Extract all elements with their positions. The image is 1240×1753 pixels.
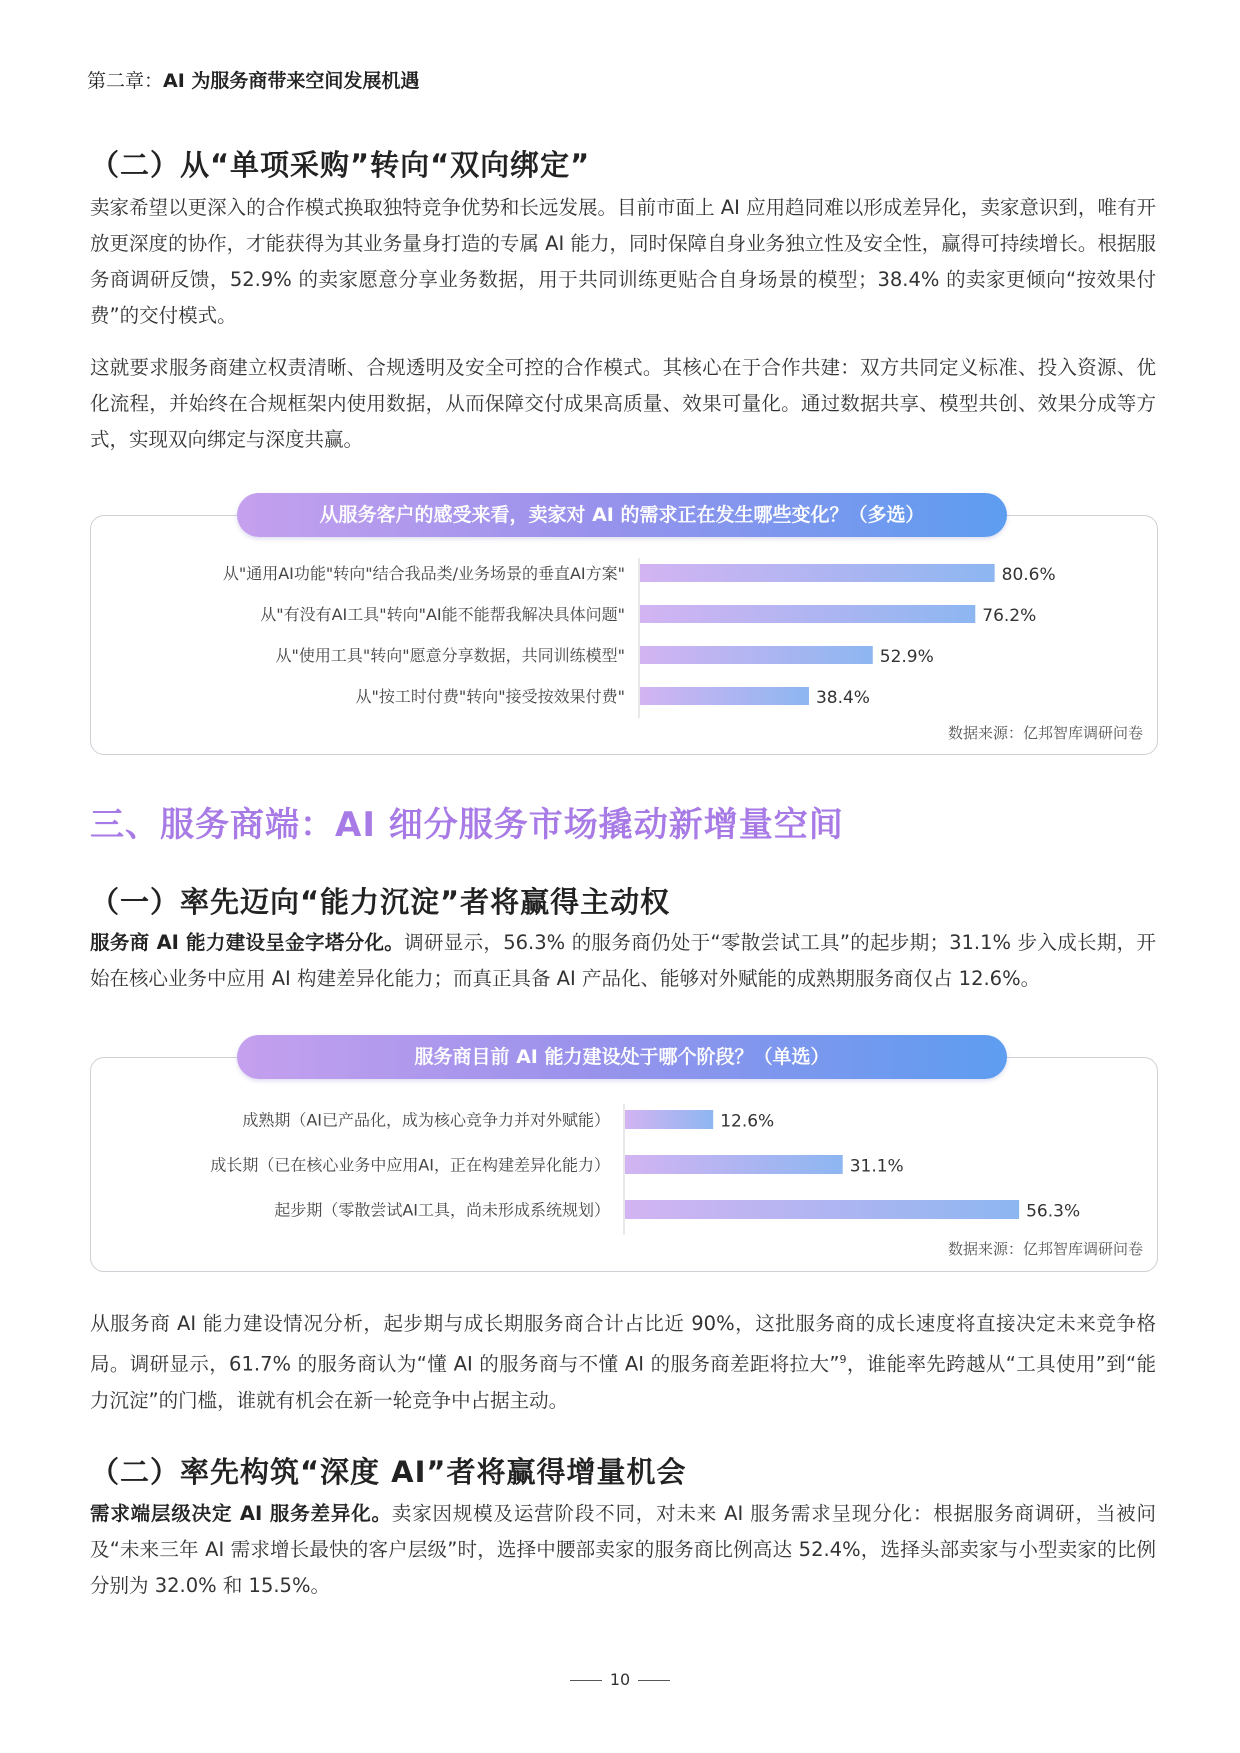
category-label: 成长期（已在核心业务中应用AI，正在构建差异化能力） (210, 1155, 610, 1175)
value-label: 38.4% (815, 688, 870, 708)
paragraph-body: 卖家因规模及运营阶段不同，对未来 AI 服务需求呈现分化：根据服务商调研，当被问及“未来三年 AI 需求增长最快的客户层级”时，选择中腰部卖家的服务商比例高达 52.4%，选择头部卖家与小型卖家的比例分别为 32.0% 和 15.5%。 (90, 1502, 1156, 1597)
footnote-marker: 9 (839, 1353, 847, 1366)
chapter-heading: 三、服务商端：AI 细分服务市场撬动新增量空间 (90, 805, 844, 845)
chart-title: 从服务客户的感受来看，卖家对 AI 的需求正在发生哪些变化？（多选） (237, 493, 1007, 537)
paragraph-body: ，谁能率先跨越从“工具使用”到“能力沉淀”的门槛，谁就有机会在新一轮竞争中占据主动。 (90, 1352, 1157, 1412)
paragraph-body: 调研显示，56.3% 的服务商仍处于“零散尝试工具”的起步期；31.1% 步入成长期，开始在核心业务中应用 AI 构建差异化能力；而真正具备 AI 产品化、能够对外赋能的成熟期服务商仅占 12.6%。 (90, 931, 1156, 990)
bar (640, 687, 809, 705)
bar (640, 646, 873, 664)
page-footer (0, 1670, 1240, 1689)
value-label: 52.9% (879, 647, 934, 667)
category-label: 起步期（零散尝试AI工具，尚未形成系统规划） (274, 1200, 610, 1220)
section-heading: （二）从“单项采购”转向“双向绑定” (90, 148, 591, 182)
value-label: 56.3% (1026, 1201, 1081, 1222)
footer-rule (638, 1680, 670, 1681)
bar (625, 1155, 843, 1174)
category-label: 从"通用AI功能"转向"结合我品类/业务场景的垂直AI方案" (222, 564, 625, 583)
category-label: 从"使用工具"转向"愿意分享数据，共同训练模型" (275, 646, 625, 665)
running-header (87, 66, 419, 93)
value-label: 80.6% (1001, 565, 1056, 585)
bar (640, 605, 975, 623)
paragraph-body: 从服务商 AI 能力建设情况分析，起步期与成长期服务商合计占比近 90%，这批服务商的成长速度将直接决定未来竞争格局。调研显示，61.7% 的服务商认为“懂 AI 的服务商与不懂 AI 的服务商差距将拉大” (90, 1312, 1156, 1376)
page-number: 10 (609, 1670, 631, 1689)
bar (625, 1110, 713, 1129)
paragraph (90, 1496, 1156, 1604)
paragraph: 这就要求服务商建立权责清晰、合规透明及安全可控的合作模式。其核心在于合作共建：双方共同定义标准、投入资源、优化流程，并始终在合规框架内使用数据，从而保障交付成果高质量、效果可量化。通过数据共享、模型共创、效果分成等方式，实现双向绑定与深度共赢。 (90, 356, 1156, 451)
lead-sentence: 需求端层级决定 AI 服务差异化。 (90, 1502, 392, 1525)
chart-card (90, 1057, 1158, 1272)
chart-source: 数据来源：亿邦智库调研问卷 (947, 724, 1143, 742)
section-heading: （一）率先迈向“能力沉淀”者将赢得主动权 (90, 885, 671, 919)
value-label: 31.1% (849, 1156, 904, 1177)
value-label: 76.2% (982, 606, 1037, 626)
category-label: 从"按工时付费"转向"接受按效果付费" (355, 687, 625, 706)
chart-source: 数据来源：亿邦智库调研问卷 (947, 1240, 1143, 1258)
bar-chart (91, 516, 1157, 754)
footer-rule (570, 1680, 602, 1681)
chart-title: 服务商目前 AI 能力建设处于哪个阶段？（单选） (237, 1035, 1007, 1079)
bar (625, 1200, 1019, 1219)
category-label: 成熟期（AI已产品化，成为核心竞争力并对外赋能） (242, 1110, 610, 1130)
paragraph: 卖家希望以更深入的合作模式换取独特竞争优势和长远发展。目前市面上 AI 应用趋同难以形成差异化，卖家意识到，唯有开放更深度的协作，才能获得为其业务量身打造的专属 AI 能力，同时保障自身业务独立性及安全性，赢得可持续增长。根据服务商调研反馈，52.9% 的卖家愿意分享业务数据，用于共同训练更贴合自身场景的模型；38.4% 的卖家更倾向“按效果付费”的交付模式。 (90, 196, 1156, 327)
section-heading: （二）率先构筑“深度 AI”者将赢得增量机会 (90, 1455, 687, 1489)
value-label: 12.6% (720, 1111, 775, 1132)
chapter-title: AI 为服务商带来空间发展机遇 (163, 70, 420, 92)
paragraph (90, 1306, 1156, 1419)
chart-card (90, 515, 1158, 755)
lead-sentence: 服务商 AI 能力建设呈金字塔分化。 (90, 931, 405, 954)
chapter-label: 第二章： (87, 70, 164, 92)
paragraph (90, 925, 1156, 997)
bar (640, 564, 995, 582)
category-label: 从"有没有AI工具"转向"AI能不能帮我解决具体问题" (260, 605, 625, 624)
